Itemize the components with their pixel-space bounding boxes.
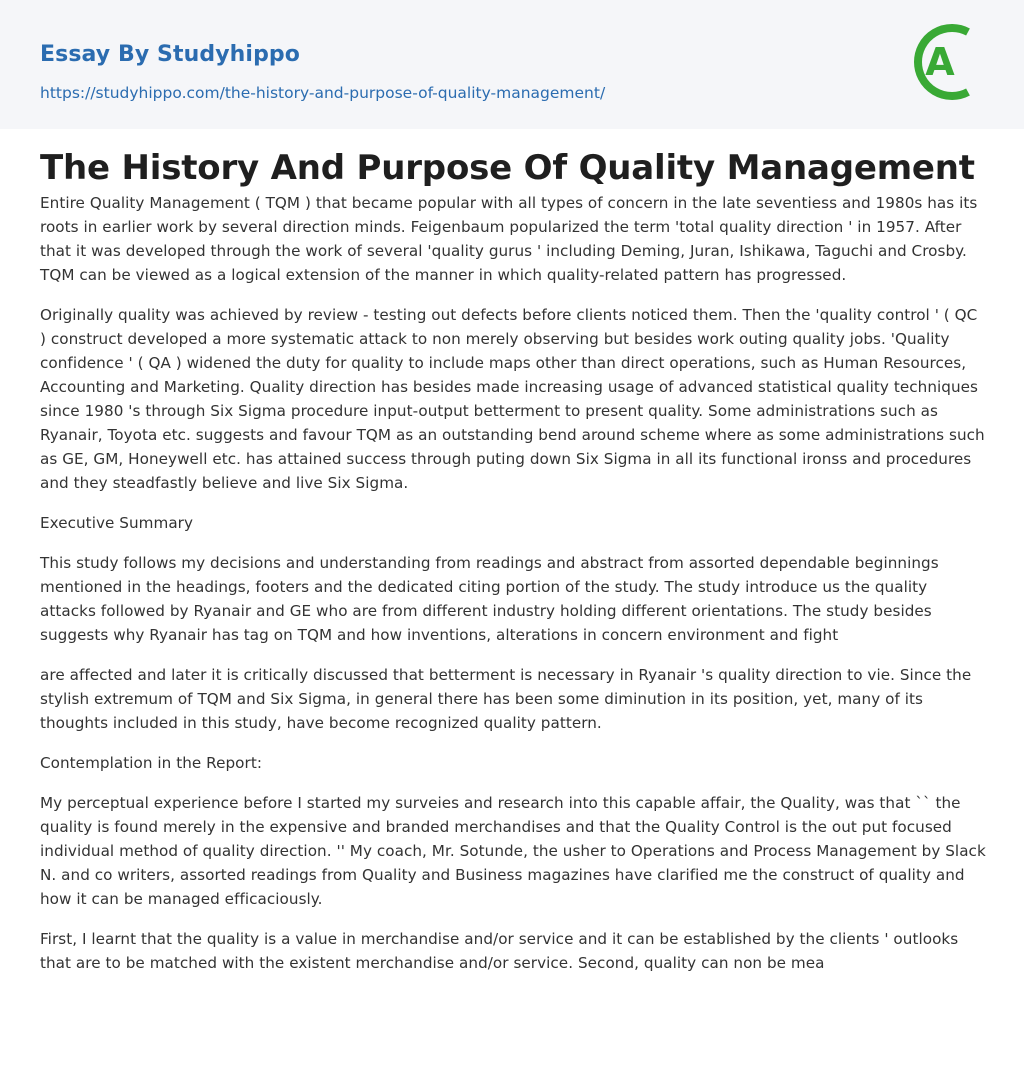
paragraph-5: My perceptual experience before I started my surveies and research into this capable affair, the Quality, was that `` the quality is found merely in the expensive and branded merchandises and that the Quality Control is the out put focused individual method of quality direction. '' My coach, Mr. Sotunde, the usher to Operations and Process Management by Slack N. and co writers, assorted readings from Quality and Business magazines have clarified me the construct of quality and how it can be managed efficaciously. [40, 794, 986, 908]
studyhippo-logo-icon[interactable] [913, 20, 985, 104]
article-title: The History And Purpose Of Quality Management [40, 148, 975, 188]
essay-url-link[interactable]: https://studyhippo.com/the-history-and-purpose-of-quality-management/ [40, 84, 606, 102]
article [40, 145, 986, 991]
paragraph-1: Entire Quality Management ( TQM ) that became popular with all types of concern in the late seventiess and 1980s has its roots in earlier work by several direction minds. Feigenbaum popularized the term 'total quality direction ' in 1957. After that it was developed through the work of several 'quality gurus ' including Deming, Juran, Ishikawa, Taguchi and Crosby. TQM can be viewed as a logical extension of the manner in which quality-related pattern has progressed. [40, 194, 978, 284]
logo-letter: A [925, 40, 955, 84]
paragraph-4: are affected and later it is critically discussed that betterment is necessary in Ryanair 's quality direction to vie. Since the stylish extremum of TQM and Six Sigma, in general there has been some diminution in its position, yet, many of its thoughts included in this study, have become recognized quality pattern. [40, 666, 972, 732]
page-header [0, 0, 1024, 129]
paragraph-2: Originally quality was achieved by review - testing out defects before clients noticed them. Then the 'quality control ' ( QC ) construct developed a more systematic attack to non merely observing but besides work outing quality jobs. 'Quality confidence ' ( QA ) widened the duty for quality to include maps other than direct operations, such as Human Resources, Accounting and Marketing. Quality direction has besides made increasing usage of advanced statistical quality techniques since 1980 's through Six Sigma procedure input-output betterment to present quality. Some administrations such as Ryanair, Toyota etc. suggests and favour TQM as an outstanding bend around scheme where as some administrations such as GE, GM, Honeywell etc. has attained success through puting down Six Sigma in all its functional ironss and procedures and they steadfastly believe and live Six Sigma. [40, 306, 985, 492]
section-heading-executive-summary: Executive Summary [40, 514, 194, 532]
paragraph-6-truncated: First, I learnt that the quality is a value in merchandise and/or service and it can be established by the clients ' outlooks that are to be matched with the existent merchandise and/or service. Second, quality can non be mea [40, 930, 959, 972]
section-heading-contemplation: Contemplation in the Report: [40, 754, 262, 772]
paragraph-3: This study follows my decisions and understanding from readings and abstract from assorted dependable beginnings mentioned in the headings, footers and the dedicated citing portion of the study. The study introduce us the quality attacks followed by Ryanair and GE who are from different industry holding different orientations. The study besides suggests why Ryanair has tag on TQM and how inventions, alterations in concern environment and fight [40, 554, 939, 644]
site-brand[interactable]: Essay By Studyhippo [40, 42, 300, 67]
